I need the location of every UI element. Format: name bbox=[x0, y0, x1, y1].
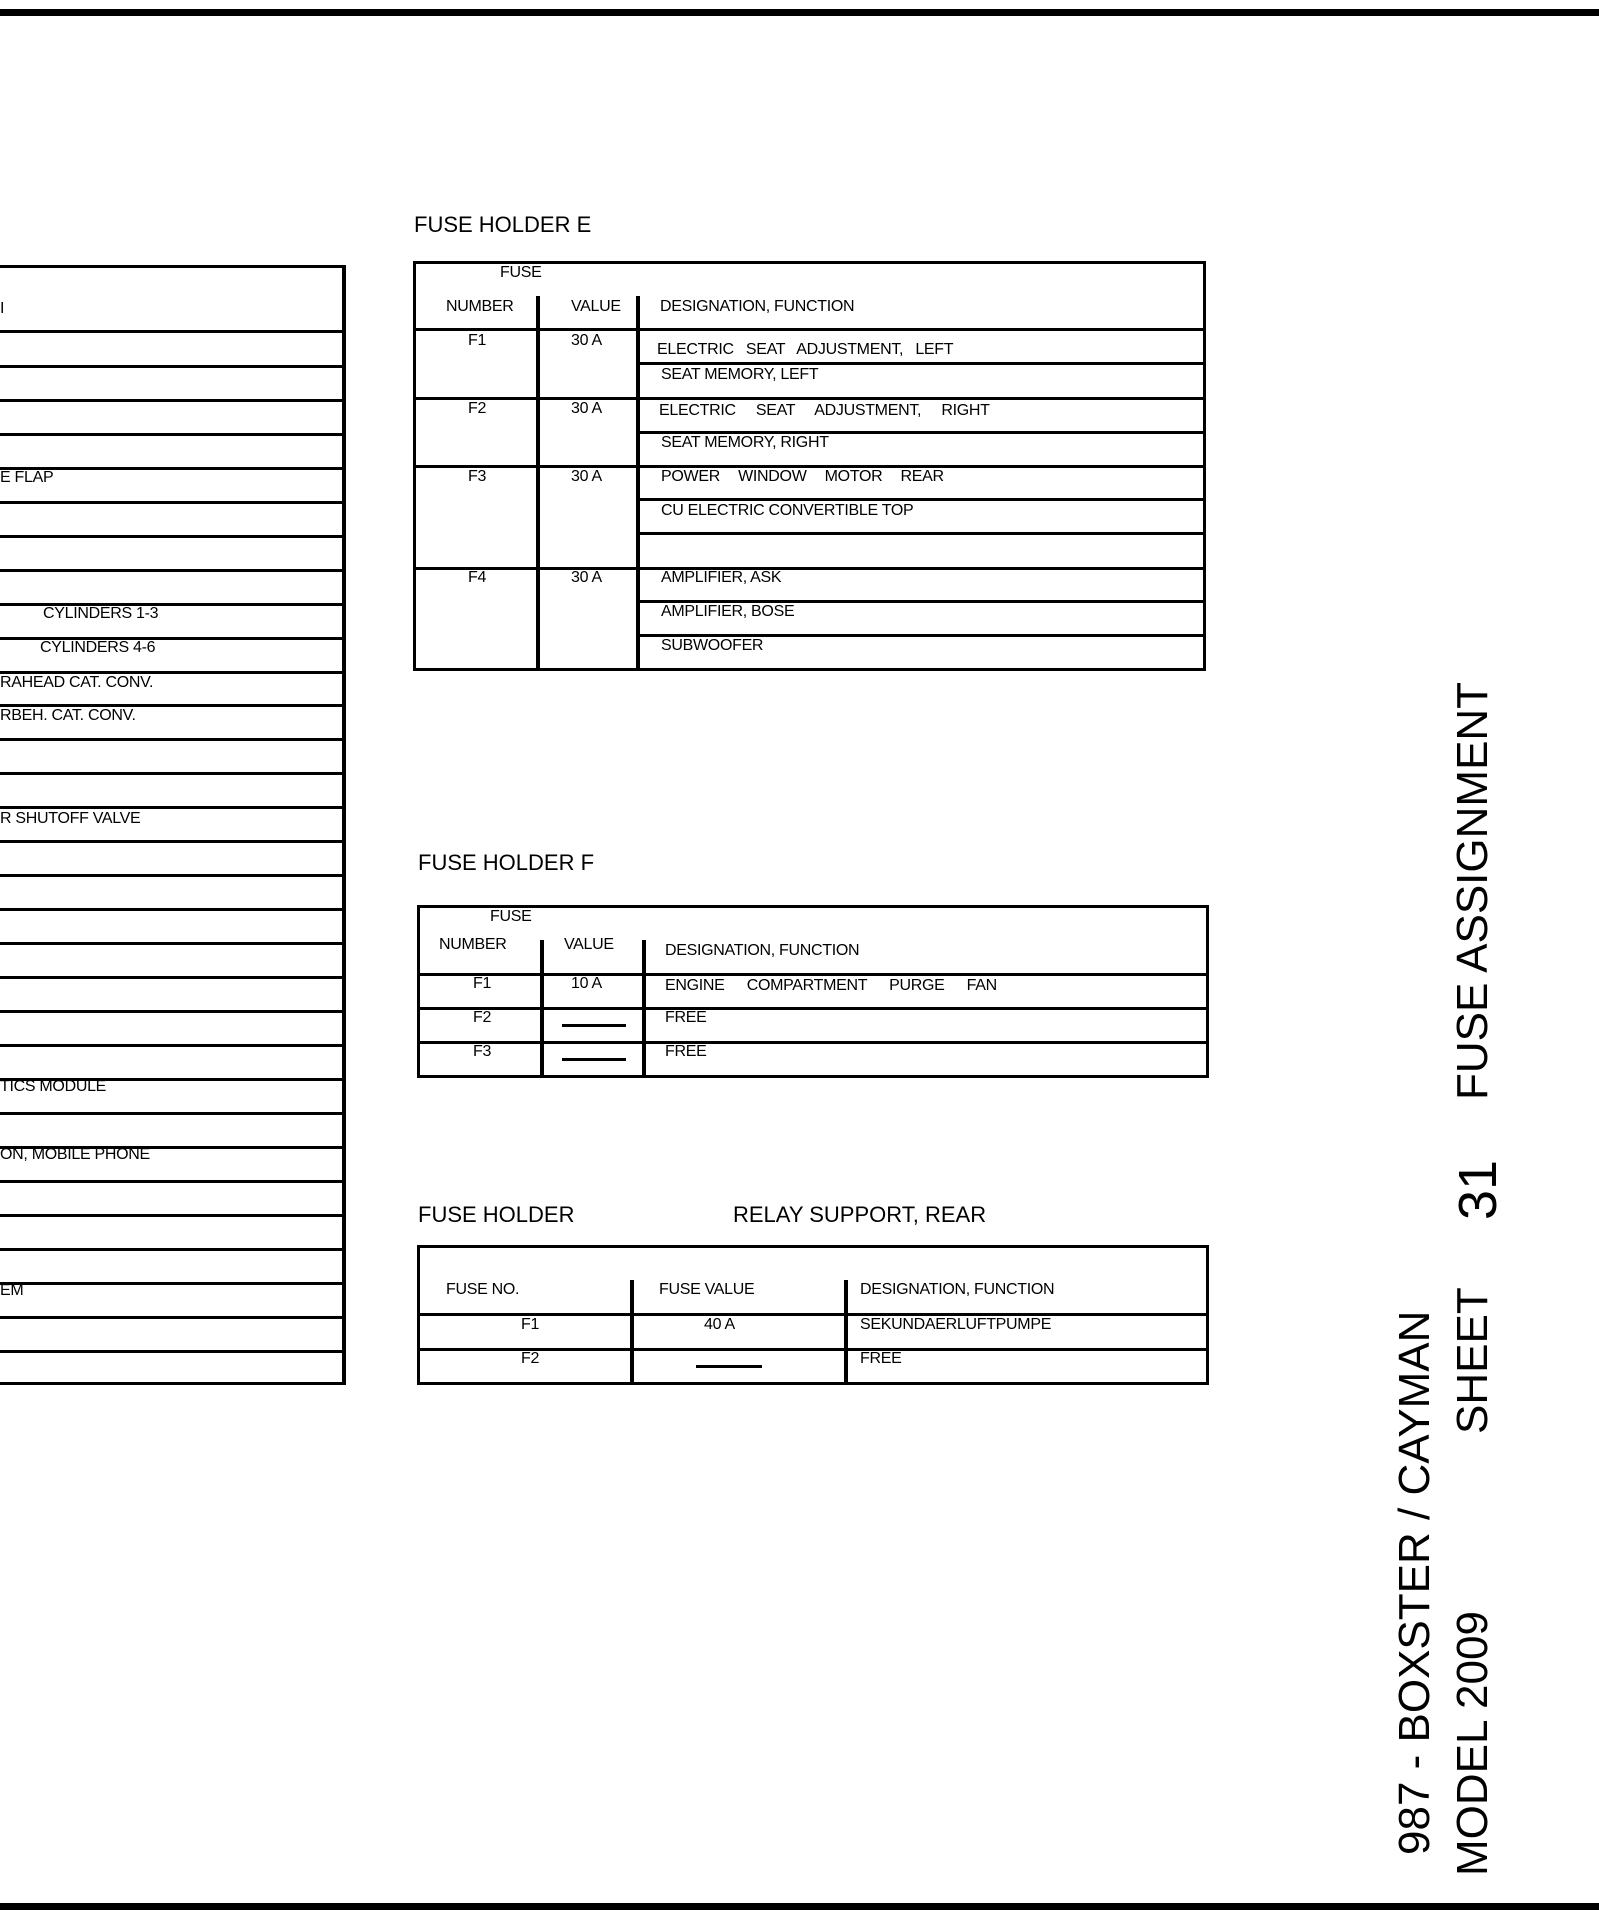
left-fragment: EM bbox=[0, 1282, 24, 1299]
e-row-value: 30 A bbox=[571, 400, 602, 417]
relay-header-number: FUSE NO. bbox=[446, 1281, 520, 1298]
left-table-row-line bbox=[0, 1316, 346, 1319]
fuse-holder-relay-title: FUSE HOLDER bbox=[418, 1202, 575, 1227]
fuse-holder-relay-subtitle: RELAY SUPPORT, REAR bbox=[733, 1202, 987, 1227]
fuse-holder-f-title: FUSE HOLDER F bbox=[418, 850, 595, 875]
e-row-number: F2 bbox=[468, 400, 487, 417]
left-table-row-line bbox=[0, 1214, 346, 1217]
left-fragment: TICS MODULE bbox=[0, 1078, 107, 1095]
left-fragment: CYLINDERS 4-6 bbox=[40, 639, 156, 656]
e-header-value: VALUE bbox=[571, 298, 621, 315]
f-row-function: FREE bbox=[665, 1009, 707, 1026]
left-table-row-line bbox=[0, 1010, 346, 1013]
left-fragment: RAHEAD CAT. CONV. bbox=[0, 674, 154, 691]
e-col-divider-1 bbox=[536, 296, 540, 670]
left-table-row-line bbox=[0, 535, 346, 538]
left-fragment: E FLAP bbox=[0, 469, 54, 486]
e-row-line bbox=[413, 567, 1206, 570]
f-row-function: ENGINE COMPARTMENT PURGE FAN bbox=[665, 977, 997, 994]
e-row-number: F1 bbox=[468, 332, 487, 349]
left-table-row-line bbox=[0, 772, 346, 775]
e-header-designation: DESIGNATION, FUNCTION bbox=[660, 298, 855, 315]
sheet-number: 31 bbox=[1448, 1159, 1508, 1220]
left-table-row-line bbox=[0, 942, 346, 945]
e-header-fuse: FUSE bbox=[500, 264, 542, 281]
f-row-value: 10 A bbox=[571, 975, 602, 992]
bottom-border bbox=[0, 1903, 1599, 1910]
f-header-designation: DESIGNATION, FUNCTION bbox=[665, 942, 860, 959]
left-table-row-line bbox=[0, 1044, 346, 1047]
left-table-row-line bbox=[0, 365, 346, 368]
f-row-value-dash bbox=[562, 1058, 626, 1061]
f-header-number: NUMBER bbox=[439, 936, 507, 953]
f-header-line bbox=[417, 973, 1209, 976]
e-subrow-line bbox=[637, 362, 1206, 365]
left-table-row-line bbox=[0, 874, 346, 877]
left-table-row-line bbox=[0, 840, 346, 843]
left-fragment: RBEH. CAT. CONV. bbox=[0, 707, 136, 724]
f-row-function: FREE bbox=[665, 1043, 707, 1060]
e-row-function: SUBWOOFER bbox=[661, 637, 764, 654]
fuse-holder-e-title: FUSE HOLDER E bbox=[414, 212, 592, 237]
left-table-row-line bbox=[0, 433, 346, 436]
relay-row-value: 40 A bbox=[704, 1316, 735, 1333]
e-row-function: ELECTRIC SEAT ADJUSTMENT, RIGHT bbox=[659, 402, 990, 419]
left-fragment: R SHUTOFF VALVE bbox=[0, 810, 141, 827]
left-table-row-line bbox=[0, 738, 346, 741]
relay-row-number: F2 bbox=[521, 1350, 540, 1367]
left-fragment: I bbox=[0, 300, 5, 317]
e-row-function: SEAT MEMORY, LEFT bbox=[661, 366, 819, 383]
left-table-row-line bbox=[0, 1282, 346, 1285]
left-table-row-line bbox=[0, 265, 346, 268]
relay-row-value-dash bbox=[696, 1365, 762, 1368]
model-line: 987 - BOXSTER / CAYMAN bbox=[1390, 1310, 1439, 1855]
e-row-function: AMPLIFIER, BOSE bbox=[661, 603, 795, 620]
e-row-number: F3 bbox=[468, 468, 487, 485]
f-row-number: F2 bbox=[473, 1009, 492, 1026]
left-table-row-line bbox=[0, 1112, 346, 1115]
e-header-line bbox=[413, 328, 1206, 331]
sheet-label: SHEET bbox=[1448, 1287, 1497, 1434]
left-table-row-line bbox=[0, 569, 346, 572]
relay-col-divider-1 bbox=[630, 1280, 634, 1384]
f-row-number: F1 bbox=[473, 975, 492, 992]
e-row-function: SEAT MEMORY, RIGHT bbox=[661, 434, 829, 451]
model-year: MODEL 2009 bbox=[1448, 1611, 1497, 1876]
e-subrow-line bbox=[637, 498, 1206, 501]
relay-header-designation: DESIGNATION, FUNCTION bbox=[860, 1281, 1055, 1298]
relay-col-divider-2 bbox=[844, 1280, 848, 1384]
e-col-divider-2 bbox=[636, 296, 640, 670]
sheet-title: FUSE ASSIGNMENT bbox=[1448, 681, 1497, 1100]
left-fragment: CYLINDERS 1-3 bbox=[43, 605, 159, 622]
e-header-number: NUMBER bbox=[446, 298, 514, 315]
left-table-row-line bbox=[0, 1180, 346, 1183]
e-row-function: ELECTRIC SEAT ADJUSTMENT, LEFT bbox=[657, 341, 954, 358]
e-row-function: POWER WINDOW MOTOR REAR bbox=[661, 468, 944, 485]
f-row-line bbox=[417, 1041, 1209, 1044]
left-table-row-line bbox=[0, 399, 346, 402]
left-table-row-line bbox=[0, 330, 346, 333]
relay-row-function: SEKUNDAERLUFTPUMPE bbox=[860, 1316, 1052, 1333]
left-fragment: ON, MOBILE PHONE bbox=[0, 1146, 150, 1163]
relay-row-number: F1 bbox=[521, 1316, 540, 1333]
e-row-line bbox=[413, 397, 1206, 400]
e-row-function: AMPLIFIER, ASK bbox=[661, 569, 782, 586]
e-row-value: 30 A bbox=[571, 569, 602, 586]
left-table-row-line bbox=[0, 976, 346, 979]
relay-header-value: FUSE VALUE bbox=[659, 1281, 755, 1298]
f-header-fuse: FUSE bbox=[490, 908, 532, 925]
f-row-number: F3 bbox=[473, 1043, 492, 1060]
left-table-row-line bbox=[0, 1248, 346, 1251]
e-subrow-line bbox=[637, 532, 1206, 535]
left-table-row-line bbox=[0, 1382, 346, 1385]
left-table-row-line bbox=[0, 908, 346, 911]
f-row-line bbox=[417, 1007, 1209, 1010]
left-table-row-line bbox=[0, 501, 346, 504]
e-row-value: 30 A bbox=[571, 468, 602, 485]
f-row-value-dash bbox=[562, 1024, 626, 1027]
e-row-function: CU ELECTRIC CONVERTIBLE TOP bbox=[661, 502, 914, 519]
f-header-value: VALUE bbox=[564, 936, 614, 953]
top-border bbox=[0, 9, 1599, 16]
relay-row-function: FREE bbox=[860, 1350, 902, 1367]
e-row-value: 30 A bbox=[571, 332, 602, 349]
left-table-row-line bbox=[0, 806, 346, 809]
left-table-row-line bbox=[0, 1350, 346, 1353]
e-row-number: F4 bbox=[468, 569, 487, 586]
